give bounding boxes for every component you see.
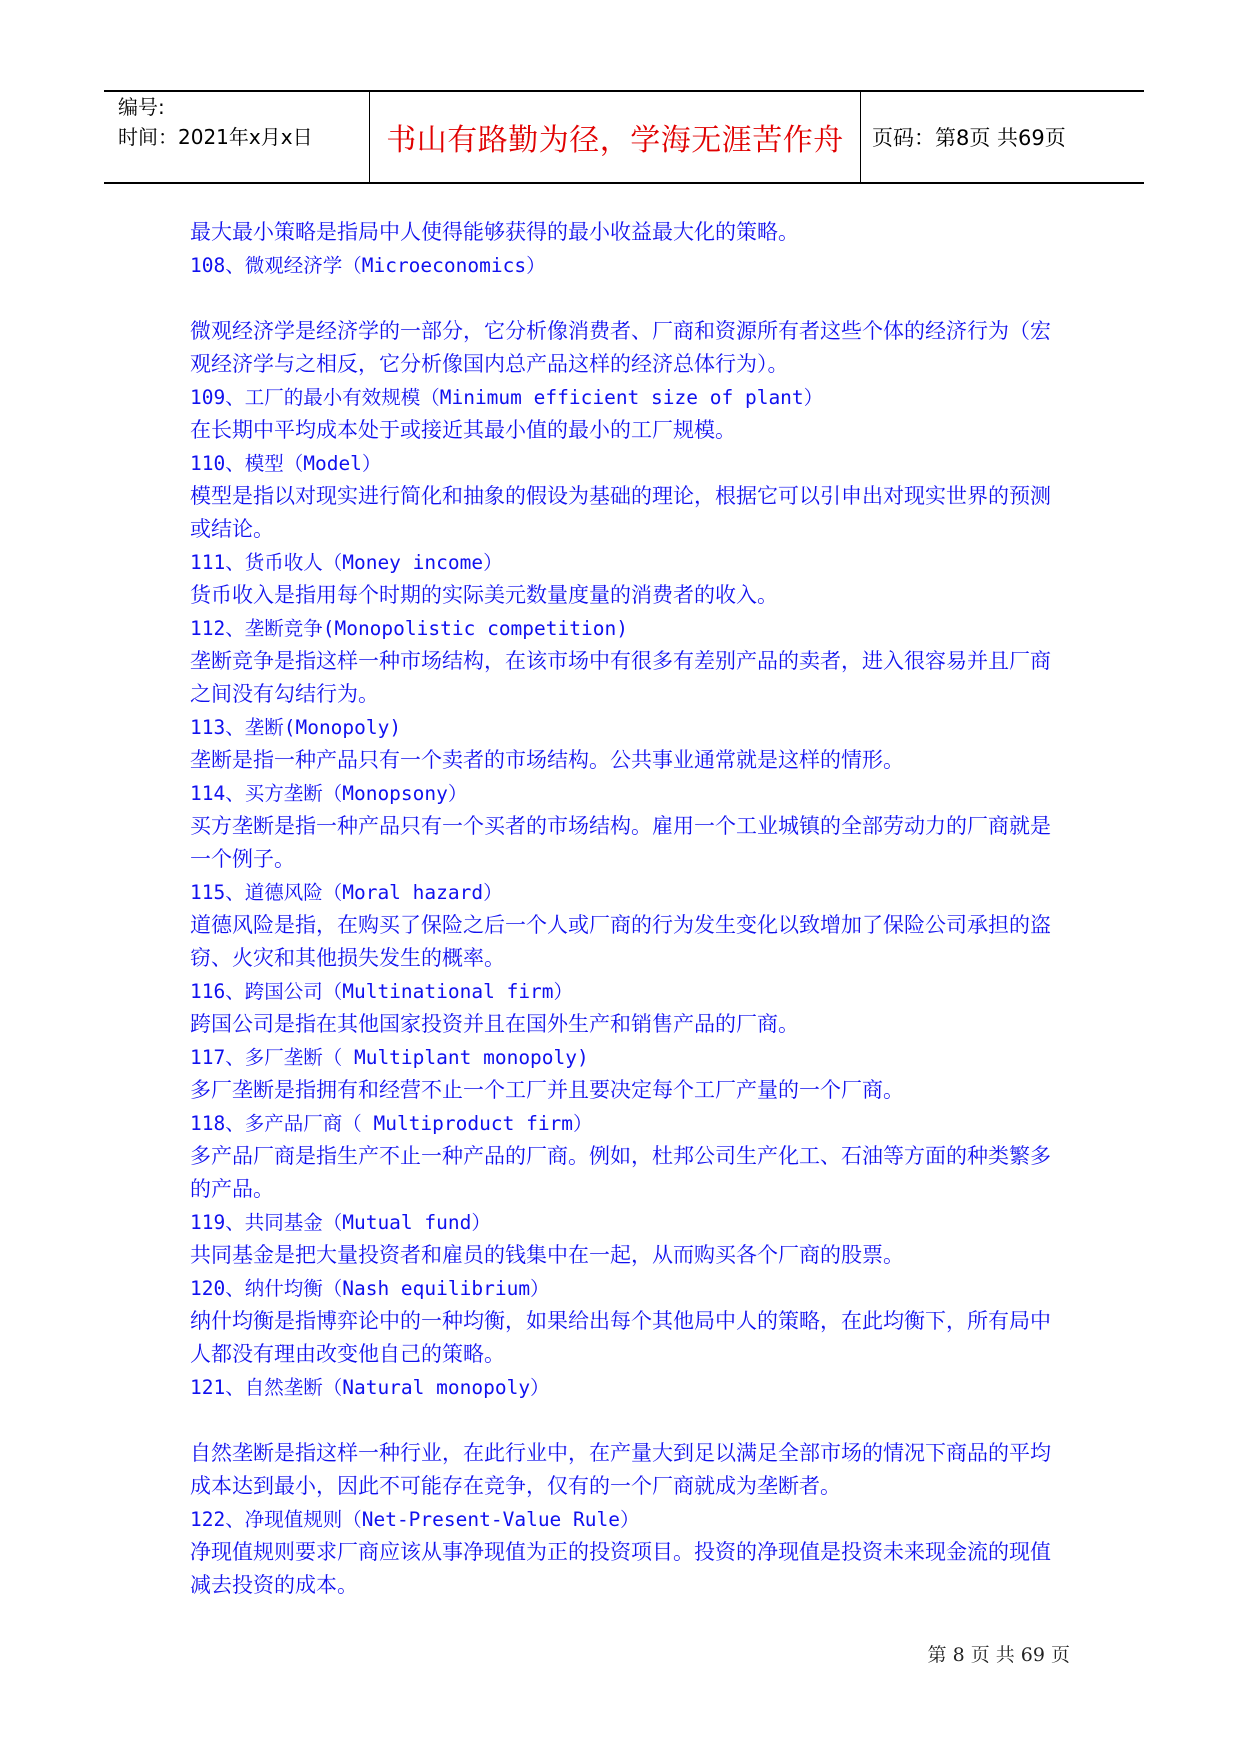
document-body [190, 216, 1070, 1602]
document-number-label: 编号: [118, 95, 165, 119]
header-left-cell [118, 92, 368, 152]
term-heading: 111、货币收人（Money income） [190, 551, 503, 574]
term-heading: 118、多产品厂商（ Multiproduct firm） [190, 1112, 593, 1135]
term-heading: 119、共同基金（Mutual fund） [190, 1211, 491, 1234]
paragraph: 在长期中平均成本处于或接近其最小值的最小的工厂规模。 [190, 418, 736, 442]
paragraph: 模型是指以对现实进行简化和抽象的假设为基础的理论，根据它可以引申出对现实世界的预测或结论。 [190, 484, 1051, 541]
paragraph: 净现值规则要求厂商应该从事净现值为正的投资项目。投资的净现值是投资未来现金流的现值减去投资的成本。 [190, 1540, 1051, 1597]
page-footer: 第 8 页 共 69 页 [927, 1644, 1070, 1666]
document-time-label: 时间：2021年x月x日 [118, 125, 313, 149]
paragraph: 最大最小策略是指局中人使得能够获得的最小收益最大化的策略。 [190, 220, 799, 244]
term-heading: 121、自然垄断（Natural monopoly） [190, 1376, 550, 1399]
term-heading: 113、垄断(Monopoly) [190, 716, 402, 739]
paragraph: 共同基金是把大量投资者和雇员的钱集中在一起，从而购买各个厂商的股票。 [190, 1243, 904, 1267]
header-motto: 书山有路勤为径，学海无涯苦作舟 [386, 123, 844, 158]
paragraph: 自然垄断是指这样一种行业，在此行业中，在产量大到足以满足全部市场的情况下商品的平均成本达到最小，因此不可能存在竞争，仅有的一个厂商就成为垄断者。 [190, 1441, 1051, 1498]
term-heading: 120、纳什均衡（Nash equilibrium） [190, 1277, 550, 1300]
paragraph: 买方垄断是指一种产品只有一个买者的市场结构。雇用一个工业城镇的全部劳动力的厂商就是一个例子。 [190, 814, 1051, 871]
paragraph: 微观经济学是经济学的一部分，它分析像消费者、厂商和资源所有者这些个体的经济行为（宏观经济学与之相反，它分析像国内总产品这样的经济总体行为）。 [190, 319, 1051, 376]
paragraph: 垄断竞争是指这样一种市场结构，在该市场中有很多有差别产品的卖者，进入很容易并且厂商之间没有勾结行为。 [190, 649, 1051, 706]
term-heading: 115、道德风险（Moral hazard） [190, 881, 503, 904]
term-heading: 109、工厂的最小有效规模（Minimum efficient size of plant） [190, 386, 824, 409]
term-heading: 114、买方垄断（Monopsony） [190, 782, 468, 805]
paragraph: 货币收入是指用每个时期的实际美元数量度量的消费者的收入。 [190, 583, 778, 607]
blank-line [190, 1404, 1070, 1437]
paragraph: 纳什均衡是指博弈论中的一种均衡，如果给出每个其他局中人的策略，在此均衡下，所有局中人都没有理由改变他自己的策略。 [190, 1309, 1051, 1366]
term-heading: 122、净现值规则（Net-Present-Value Rule） [190, 1508, 640, 1531]
paragraph: 多厂垄断是指拥有和经营不止一个工厂并且要决定每个工厂产量的一个厂商。 [190, 1078, 904, 1102]
paragraph: 多产品厂商是指生产不止一种产品的厂商。例如，杜邦公司生产化工、石油等方面的种类繁多的产品。 [190, 1144, 1051, 1201]
paragraph: 垄断是指一种产品只有一个卖者的市场结构。公共事业通常就是这样的情形。 [190, 748, 904, 772]
term-heading: 110、模型（Model） [190, 452, 382, 475]
header-page-code: 页码：第8页 共69页 [872, 126, 1066, 150]
blank-line [190, 282, 1070, 315]
header-divider-right [860, 90, 861, 184]
header-motto-cell [370, 92, 860, 182]
header-bottom-rule [104, 182, 1144, 184]
paragraph: 跨国公司是指在其他国家投资并且在国外生产和销售产品的厂商。 [190, 1012, 799, 1036]
term-heading: 112、垄断竞争(Monopolistic competition) [190, 617, 628, 640]
term-heading: 116、跨国公司（Multinational firm） [190, 980, 574, 1003]
term-heading: 117、多厂垄断（ Multiplant monopoly) [190, 1046, 589, 1069]
paragraph: 道德风险是指，在购买了保险之后一个人或厂商的行为发生变化以致增加了保险公司承担的盗窃、火灾和其他损失发生的概率。 [190, 913, 1051, 970]
term-heading: 108、微观经济学（Microeconomics） [190, 254, 546, 277]
